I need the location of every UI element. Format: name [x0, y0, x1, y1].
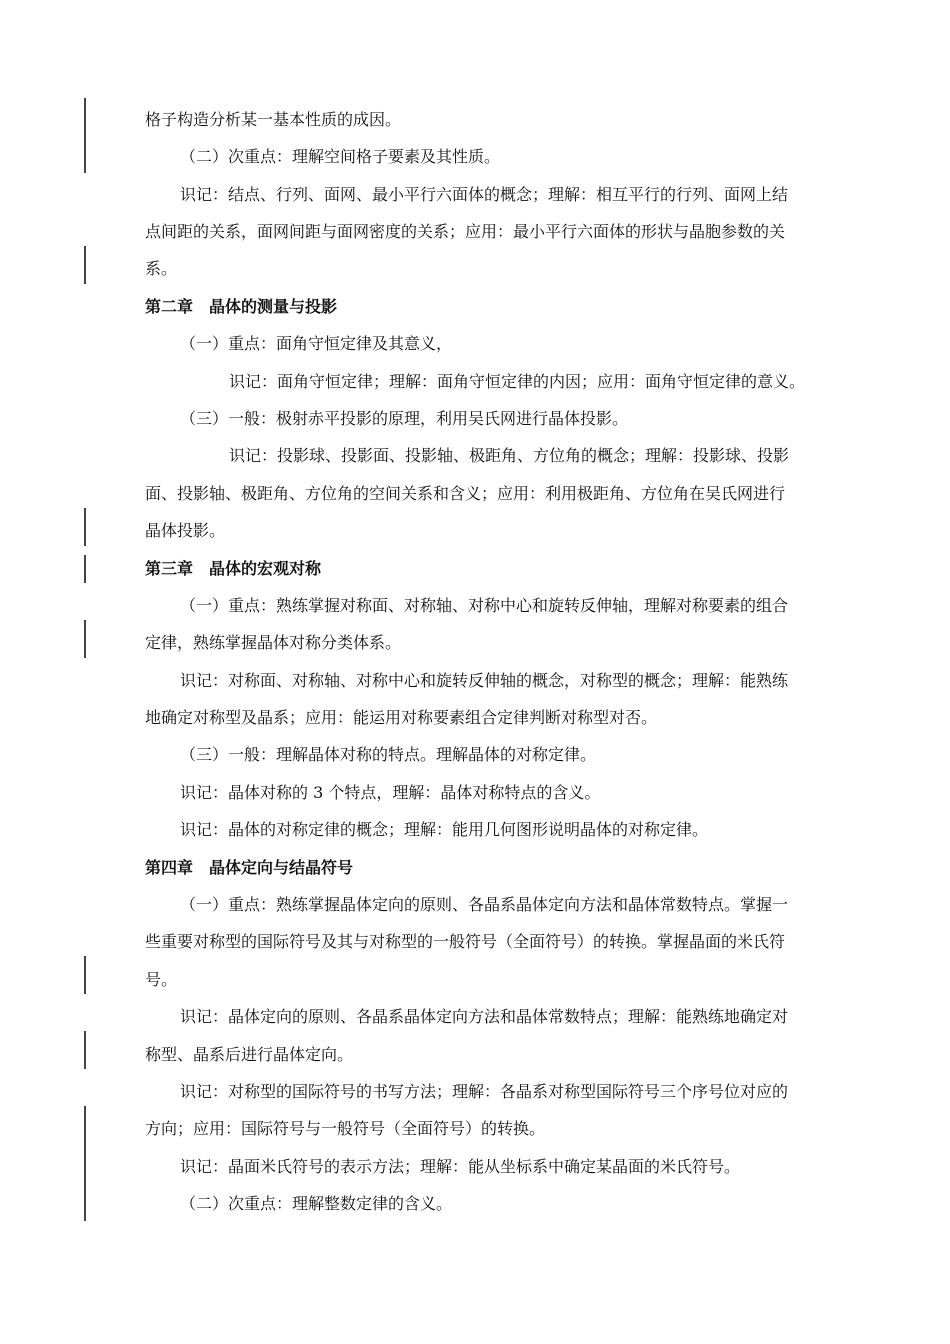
paragraph-line: 些重要对称型的国际符号及其与对称型的一般符号（全面符号）的转换。掌握晶面的米氏符 — [145, 932, 786, 951]
section-item: （二）次重点：理解整数定律的含义。 — [180, 1194, 453, 1213]
chapter-heading: 第三章 晶体的宏观对称 — [145, 559, 322, 578]
paragraph-line: 识记：面角守恒定律；理解：面角守恒定律的内因；应用：面角守恒定律的意义。 — [229, 372, 806, 391]
section-item: （三）一般：理解晶体对称的特点。理解晶体的对称定律。 — [180, 745, 597, 764]
paragraph-line: 识记：晶面米氏符号的表示方法；理解：能从坐标系中确定某晶面的米氏符号。 — [180, 1157, 741, 1176]
paragraph-line: 识记：结点、行列、面网、最小平行六面体的概念；理解：相互平行的行列、面网上结 — [180, 185, 789, 204]
revision-bar — [84, 508, 86, 546]
paragraph-line: 号。 — [145, 970, 178, 989]
paragraph-line: 晶体投影。 — [145, 521, 226, 540]
paragraph-line: 称型、晶系后进行晶体定向。 — [145, 1045, 354, 1064]
paragraph-line: 识记：投影球、投影面、投影轴、极距角、方位角的概念；理解：投影球、投影 — [229, 446, 790, 465]
paragraph-line: 识记：晶体对称的 3 个特点，理解：晶体对称特点的含义。 — [180, 783, 601, 802]
paragraph-line: 识记：对称面、对称轴、对称中心和旋转反伸轴的概念，对称型的概念；理解：能熟练 — [180, 671, 789, 690]
paragraph-line: 面、投影轴、极距角、方位角的空间关系和含义；应用：利用极距角、方位角在吴氏网进行 — [145, 484, 786, 503]
paragraph-line: 系。 — [145, 259, 178, 278]
revision-bar — [84, 1031, 86, 1069]
section-item: （一）重点：面角守恒定律及其意义， — [180, 334, 453, 353]
section-item: （三）一般：极射赤平投影的原理，利用吴氏网进行晶体投影。 — [180, 409, 629, 428]
paragraph-line: 定律，熟练掌握晶体对称分类体系。 — [145, 633, 402, 652]
revision-bar — [84, 620, 86, 658]
revision-bar — [84, 1106, 86, 1221]
paragraph-line: 识记：晶体定向的原则、各晶系晶体定向方法和晶体常数特点；理解：能熟练地确定对 — [180, 1007, 789, 1026]
paragraph-line: 点间距的关系，面网间距与面网密度的关系；应用：最小平行六面体的形状与晶胞参数的关 — [145, 222, 786, 241]
chapter-heading: 第四章 晶体定向与结晶符号 — [145, 858, 354, 877]
paragraph-line: 方向；应用：国际符号与一般符号（全面符号）的转换。 — [145, 1119, 546, 1138]
revision-bar — [84, 246, 86, 284]
section-item: （一）重点：熟练掌握对称面、对称轴、对称中心和旋转反伸轴，理解对称要素的组合 — [180, 596, 789, 615]
paragraph-line: 格子构造分析某一基本性质的成因。 — [145, 110, 402, 129]
section-item: （二）次重点：理解空间格子要素及其性质。 — [180, 147, 501, 166]
chapter-heading: 第二章 晶体的测量与投影 — [145, 297, 338, 316]
revision-bar — [84, 98, 86, 173]
paragraph-line: 地确定对称型及晶系；应用：能运用对称要素组合定律判断对称型对否。 — [145, 708, 658, 727]
paragraph-line: 识记：晶体的对称定律的概念；理解：能用几何图形说明晶体的对称定律。 — [180, 820, 709, 839]
section-item: （一）重点：熟练掌握晶体定向的原则、各晶系晶体定向方法和晶体常数特点。掌握一 — [180, 895, 789, 914]
revision-bar — [84, 956, 86, 994]
paragraph-line: 识记：对称型的国际符号的书写方法；理解：各晶系对称型国际符号三个序号位对应的 — [180, 1082, 789, 1101]
revision-bar — [84, 555, 86, 583]
